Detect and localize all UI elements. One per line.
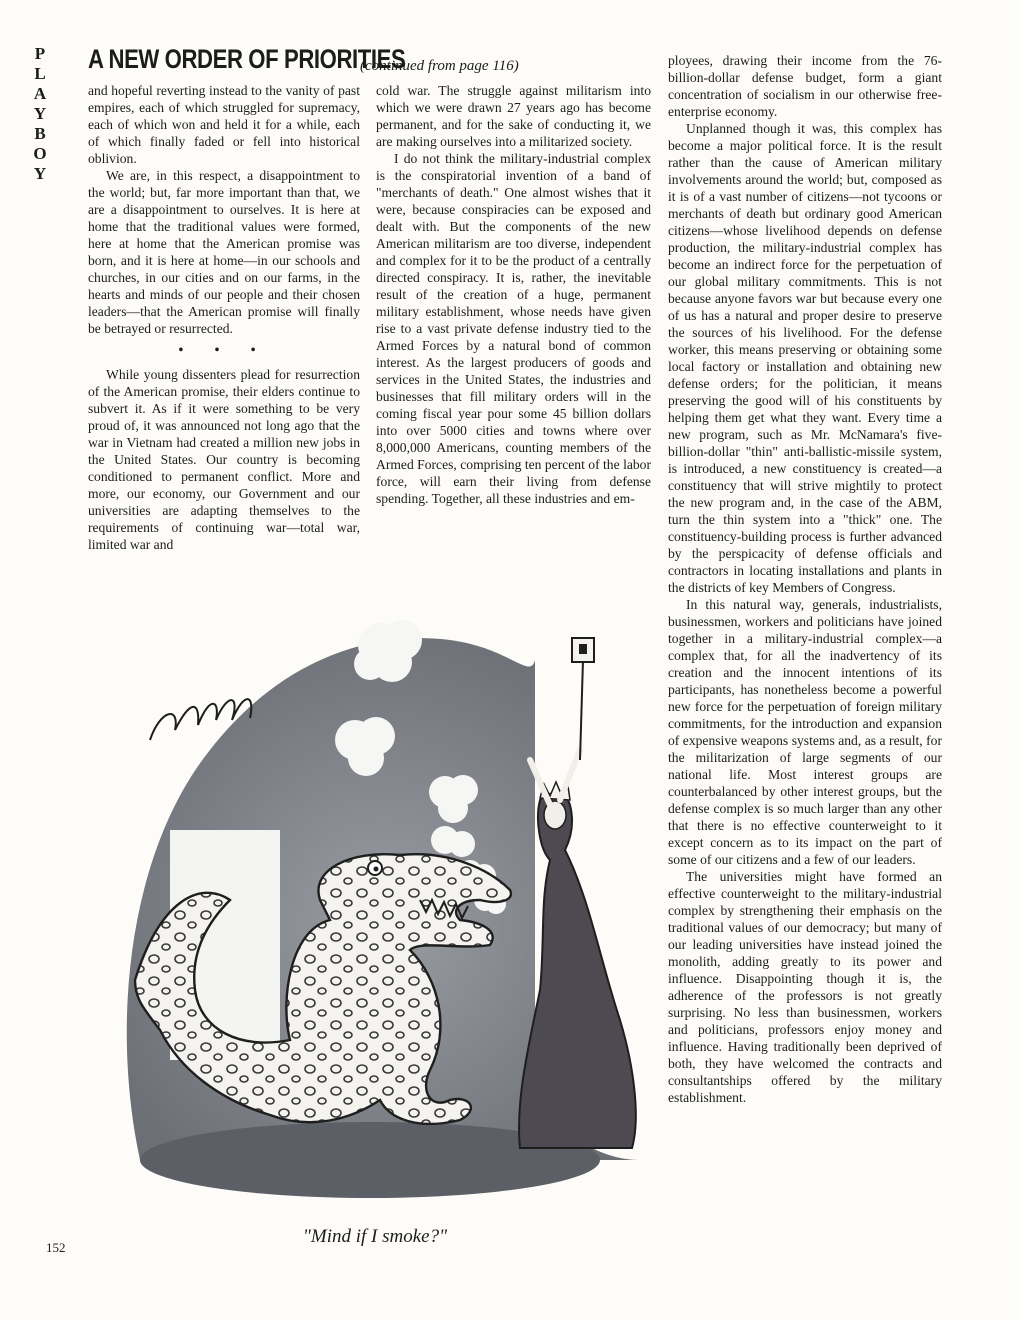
cartoon-illustration: [120, 600, 660, 1220]
paragraph: cold war. The struggle against militarism into which we were drawn 27 years ago has become permanent, and for the sake of conducting it, we are making ourselves into a militarized society.: [376, 83, 651, 149]
page-number: 152: [46, 1240, 66, 1255]
paragraph: ployees, drawing their income from the 76-billion-dollar defense budget, form a giant concentration of socialism in our otherwise free-enterprise economy.: [668, 53, 942, 119]
paragraph: In this natural way, generals, industrialists, businessmen, workers and politicians have joined together in a military-industrial complex—a complex that, for all the inadvertency of its creation and the innocent intentions of its participants, has nonetheless become a powerful new force for the perpetuation of foreign military commitments, for the introduction and expansion of expensive weapons systems and, as a result, for the militarization of large segments of our national life. Most interest groups are counterbalanced by other interest groups, but the defense complex is so much larger than any other that there is no effective counterweight to it except concern as to its impact on the part of some of our citizens and a few of our leaders.: [668, 597, 942, 867]
text-column-2: [376, 82, 651, 597]
princess-figure: [519, 793, 636, 1148]
continued-note: (continued from page 116): [360, 58, 519, 74]
paragraph: While young dissenters plead for resurrection of the American promise, their elders continue to subvert it. As if it were something to be very proud of, it was announced not long ago that the war in Vietnam had created a million new jobs in the United States. Our country is becoming conditioned to permanent conflict. More and more, our economy, our Government and our universities are adapting themselves to the requirements of continuing war—total war, limited war and: [88, 367, 360, 552]
text-column-1: [88, 82, 360, 597]
paragraph: We are, in this respect, a disappointment to the world; but, far more important than that, we are a disappointment to ourselves. It is here at home that the traditional values were formed, here at home that the American promise was born, and it is here at home—in our schools and churches, in our cities and on our farms, in the hearts and minds of our people and their chosen leaders—that the American promise will finally be betrayed or resurrected.: [88, 168, 360, 336]
text-column-3: [668, 52, 942, 1262]
paragraph: The universities might have formed an effective counterweight to the military-industrial complex by strengthening their emphasis on the traditional values of our democracy; but many of our leading universities have instead joined the monolith, adding greatly to its power and influence. Disappointing though it is, the adherence of the professors is not greatly surprising. No less than businessmen, workers and politicians, professors enjoy money and influence. Having traditionally been deprived of both, they have welcomed the contracts and consultantships offered by the military establishment.: [668, 869, 942, 1105]
paragraph: Unplanned though it was, this complex has become a major political force. It is the result rather than the cause of American military involvements around the world; but, composed as it is of a vast number of citizens—not tycoons or merchants of death but ordinary good American citizens—whose livelihood depends on defense production, the military-industrial complex has become an indirect force for the perpetuation of our global military commitments. This is not because anyone favors war but because every one of us has a natural and proper desire to preserve the sources of his livelihood. For the defense worker, this means preserving or obtaining some local factory or installation and obtaining new defense orders; for the politician, it means preserving the good will of his constituents by helping them get what they want. Every time a new program, such as Mr. McNamara's five-billion-dollar "thin" anti-ballistic-missile system, is introduced, a new constituency is created—a constituency that will strive mightily to protect the new program and, in the case of the ABM, turn the thin system into a "thick" one. The constituency-building process is further advanced by the perspicacity of defense officials and contractors in locating installations and plants in the districts of key Members of Congress.: [668, 121, 942, 595]
article-headline: A NEW ORDER OF PRIORITIES: [88, 44, 406, 74]
paragraph: I do not think the military-industrial complex is the conspiratorial invention of a band of "merchants of death." One almost wishes that it were, because conspiracies can be exposed and dealt with. But the components of the new American militarism are too diverse, independent and complex for it to be the product of a centrally directed conspiracy. It is, rather, the inevitable result of the creation of a huge, permanent military establishment, whose needs have given rise to a vast private defense industry tied to the Armed Forces by a natural bond of common interest. As the largest producers of goods and services in the United States, the industries and businesses that fill military orders will in the coming fiscal year pour some 45 billion dollars into over 5000 cities and towns where over 8,000,000 Americans, counting members of the Armed Forces, comprising ten percent of the labor force, will earn their living from defense spending. Together, all these industries and em-: [376, 151, 651, 506]
scepter: [580, 660, 583, 760]
cartoon-caption: "Mind if I smoke?": [302, 1226, 448, 1247]
section-break: • • •: [178, 342, 270, 357]
paragraph: and hopeful reverting instead to the vanity of past empires, each of which struggled for supremacy, each of which won and held it for a while, each of which finally faded or fell into historical oblivion.: [88, 83, 360, 166]
magazine-name-vertical: P L A Y B O Y: [33, 44, 47, 183]
